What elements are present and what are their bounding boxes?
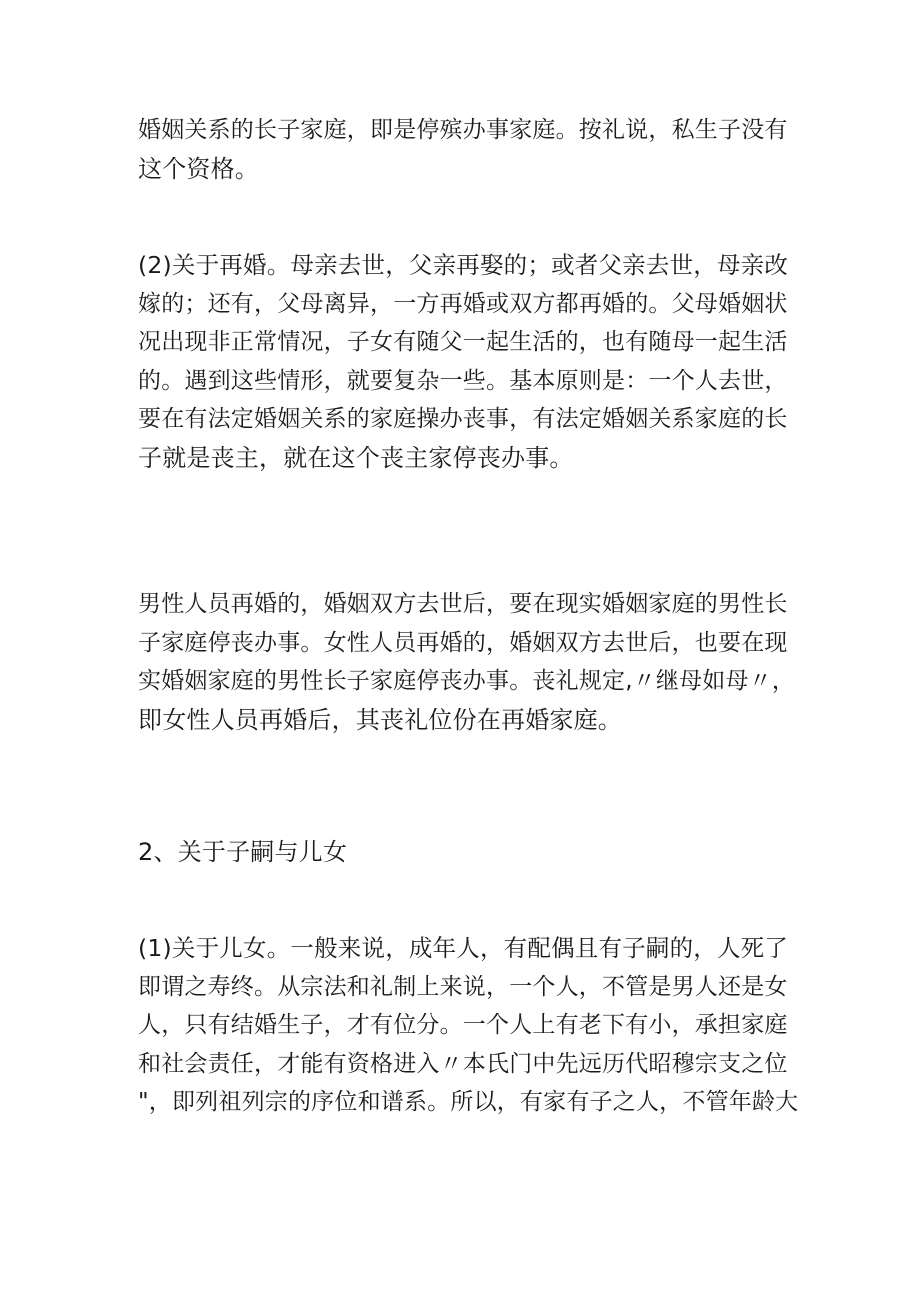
text-line: 即谓之寿终。从宗法和礼制上来说，一个人，不管是男人还是女 <box>138 973 788 1000</box>
text-line: 子就是丧主，就在这个丧主家停丧办事。 <box>138 443 574 472</box>
text-line: 和社会责任，才能有资格进入〃本氏门中先远历代昭穆宗支之位 <box>138 1050 788 1077</box>
text-line: 嫁的；还有，父母离异，一方再婚或双方都再婚的。父母婚姻状 <box>138 290 788 317</box>
paragraph-children <box>138 929 798 1122</box>
text-line: (1)关于儿女。一般来说，成年人，有配偶且有子嗣的，人死了 <box>138 934 789 962</box>
text-line: (2)关于再婚。母亲去世，父亲再娶的；或者父亲去世，母亲改 <box>138 251 789 279</box>
text-line: 子家庭停丧办事。女性人员再婚的，婚姻双方去世后，也要在现 <box>138 629 788 656</box>
text-line: 的。遇到这些情形，就要复杂一些。基本原则是：一个人去世， <box>138 367 788 394</box>
paragraph-remarriage <box>138 246 798 477</box>
text-line: 况出现非正常情况，子女有随父一起生活的，也有随母一起生活 <box>138 329 788 355</box>
text-line: 要在有法定婚姻关系的家庭操办丧事，有法定婚姻关系家庭的长 <box>138 406 788 432</box>
text-line: "，即列祖列宗的序位和谱系。所以，有家有子之人，不管年龄大 <box>138 1089 799 1115</box>
paragraph-private-child <box>138 111 798 188</box>
text-line: 人，只有结婚生子，才有位分。一个人上有老下有小，承担家庭 <box>138 1012 788 1038</box>
text-line: 即女性人员再婚后，其丧礼位份在再婚家庭。 <box>138 705 622 734</box>
text-line: 实婚姻家庭的男性长子家庭停丧办事。丧礼规定,〃继母如母〃， <box>138 668 796 694</box>
paragraph-remarriage-rules <box>138 585 798 739</box>
section-heading <box>138 833 798 872</box>
text-line: 这个资格。 <box>138 154 259 183</box>
text-line: 婚姻关系的长子家庭，即是停殡办事家庭。按礼说，私生子没有 <box>138 117 788 143</box>
text-line: 男性人员再婚的，婚姻双方去世后，要在现实婚姻家庭的男性长 <box>138 591 788 617</box>
section-heading-text: 2、关于子嗣与儿女 <box>138 838 348 866</box>
